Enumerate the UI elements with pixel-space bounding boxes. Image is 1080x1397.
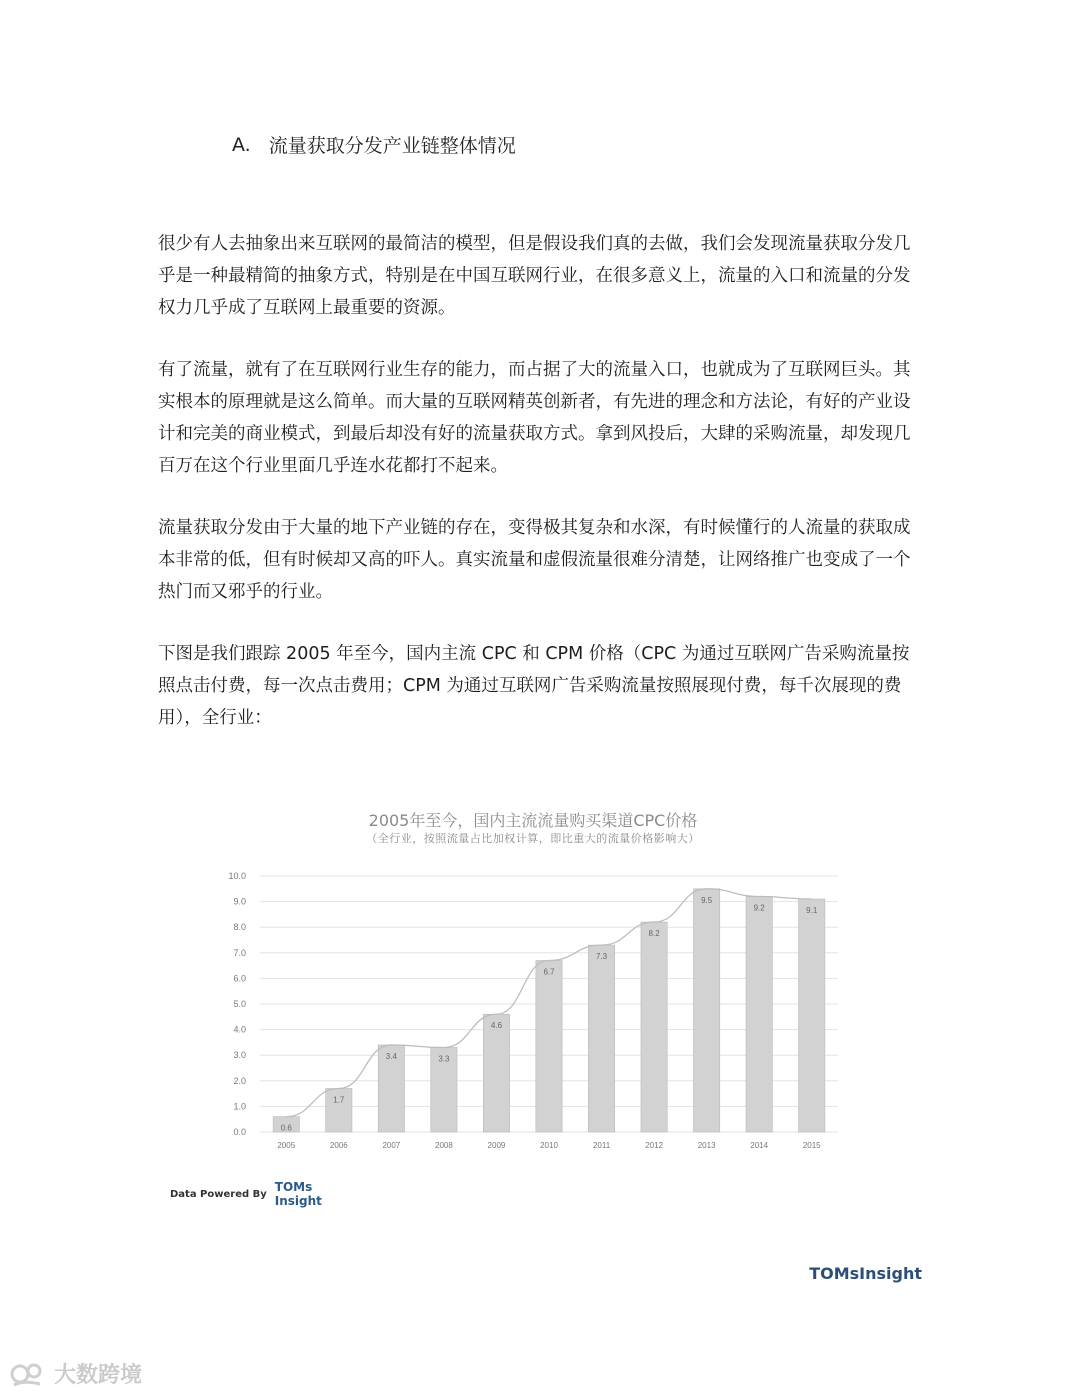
chart-title: 2005年至今，国内主流流量购买渠道CPC价格 xyxy=(368,811,698,830)
paragraph-4: 下图是我们跟踪 2005 年至今，国内主流 CPC 和 CPM 价格（CPC 为通过互联网广告采购流量按照点击付费，每一次点击费用；CPM 为通过互联网广告采购流量按照展现付费，每千次展现的费用），全行业： xyxy=(158,644,910,728)
x-tick-label: 2015 xyxy=(802,1141,821,1150)
bar-value-label: 3.4 xyxy=(385,1051,397,1061)
x-tick-label: 2014 xyxy=(750,1141,769,1150)
cpc-price-bar-chart xyxy=(218,862,848,1162)
logo-line-1: TOMs xyxy=(274,1180,313,1194)
x-tick-label: 2006 xyxy=(329,1141,348,1150)
bar-value-label: 8.2 xyxy=(648,929,660,939)
bar-value-label: 3.3 xyxy=(438,1054,450,1064)
bar-value-label: 9.5 xyxy=(701,895,713,905)
section-label: A. xyxy=(232,133,251,156)
chart-subtitle: （全行业，按照流量占比加权计算，即比重大的流量价格影响大） xyxy=(366,832,700,845)
bar xyxy=(483,1014,509,1132)
x-tick-label: 2013 xyxy=(697,1141,716,1150)
x-tick-label: 2008 xyxy=(435,1141,453,1150)
bar xyxy=(746,896,772,1132)
bar xyxy=(536,960,562,1132)
watermark-text: 大数跨境 xyxy=(54,1363,143,1388)
logo-line-2: Insight xyxy=(274,1194,322,1208)
bar-value-label: 9.1 xyxy=(806,906,818,916)
y-tick-label: 9.0 xyxy=(233,896,246,907)
y-tick-label: 4.0 xyxy=(233,1024,246,1035)
y-tick-label: 10.0 xyxy=(228,871,246,881)
x-tick-label: 2009 xyxy=(487,1141,506,1150)
bar xyxy=(694,889,720,1132)
paragraph-1: 很少有人去抽象出来互联网的最简洁的模型，但是假设我们真的去做，我们会发现流量获取分发几乎是一种最精简的抽象方式，特别是在中国互联网行业，在很多意义上，流量的入口和流量的分发权力几乎成了互联网上最重要的资源。 xyxy=(158,234,911,318)
credit-label: Data Powered By xyxy=(170,1188,267,1200)
bar-value-label: 9.2 xyxy=(753,903,765,913)
y-tick-label: 1.0 xyxy=(233,1101,246,1112)
y-tick-label: 2.0 xyxy=(233,1075,246,1086)
footer-brand: TOMsInsight xyxy=(809,1264,922,1283)
y-tick-label: 8.0 xyxy=(233,922,246,933)
bar-value-label: 6.7 xyxy=(543,967,555,977)
paragraph-3: 流量获取分发由于大量的地下产业链的存在，变得极其复杂和水深，有时候懂行的人流量的获取成本非常的低，但有时候却又高的吓人。真实流量和虚假流量很难分清楚，让网络推广也变成了一个热门而又邪乎的行业。 xyxy=(158,518,911,602)
y-tick-label: 3.0 xyxy=(233,1050,246,1061)
y-tick-label: 5.0 xyxy=(233,999,246,1009)
bar xyxy=(799,899,825,1132)
watermark-logo-icon xyxy=(10,1360,48,1388)
data-credit xyxy=(170,1180,335,1208)
section-heading xyxy=(232,131,516,158)
x-tick-label: 2010 xyxy=(540,1141,558,1150)
paragraph-2: 有了流量，就有了在互联网行业生存的能力，而占据了大的流量入口，也就成为了互联网巨头。其实根本的原理就是这么简单。而大量的互联网精英创新者，有先进的理念和方法论，有好的产业设计和完美的商业模式，到最后却没有好的流量获取方式。拿到风投后，大肆的采购流量，却发现几百万在这个行业里面几乎连水花都打不起来。 xyxy=(158,360,911,476)
x-tick-label: 2012 xyxy=(645,1141,663,1150)
bar-value-label: 1.7 xyxy=(333,1095,345,1105)
section-title: 流量获取分发产业链整体情况 xyxy=(268,135,516,157)
y-tick-label: 6.0 xyxy=(233,973,246,984)
watermark xyxy=(10,1358,142,1389)
x-tick-label: 2007 xyxy=(382,1141,401,1150)
bar xyxy=(588,945,614,1132)
bar-value-label: 4.6 xyxy=(490,1021,503,1031)
bar xyxy=(641,922,667,1132)
toms-insight-logo xyxy=(275,1180,335,1208)
bar-value-label: 0.6 xyxy=(280,1123,292,1133)
x-tick-label: 2011 xyxy=(592,1141,611,1150)
bar-value-label: 7.3 xyxy=(595,952,608,962)
y-tick-label: 7.0 xyxy=(233,947,246,958)
y-tick-label: 0.0 xyxy=(233,1127,246,1137)
x-tick-label: 2005 xyxy=(277,1141,296,1150)
